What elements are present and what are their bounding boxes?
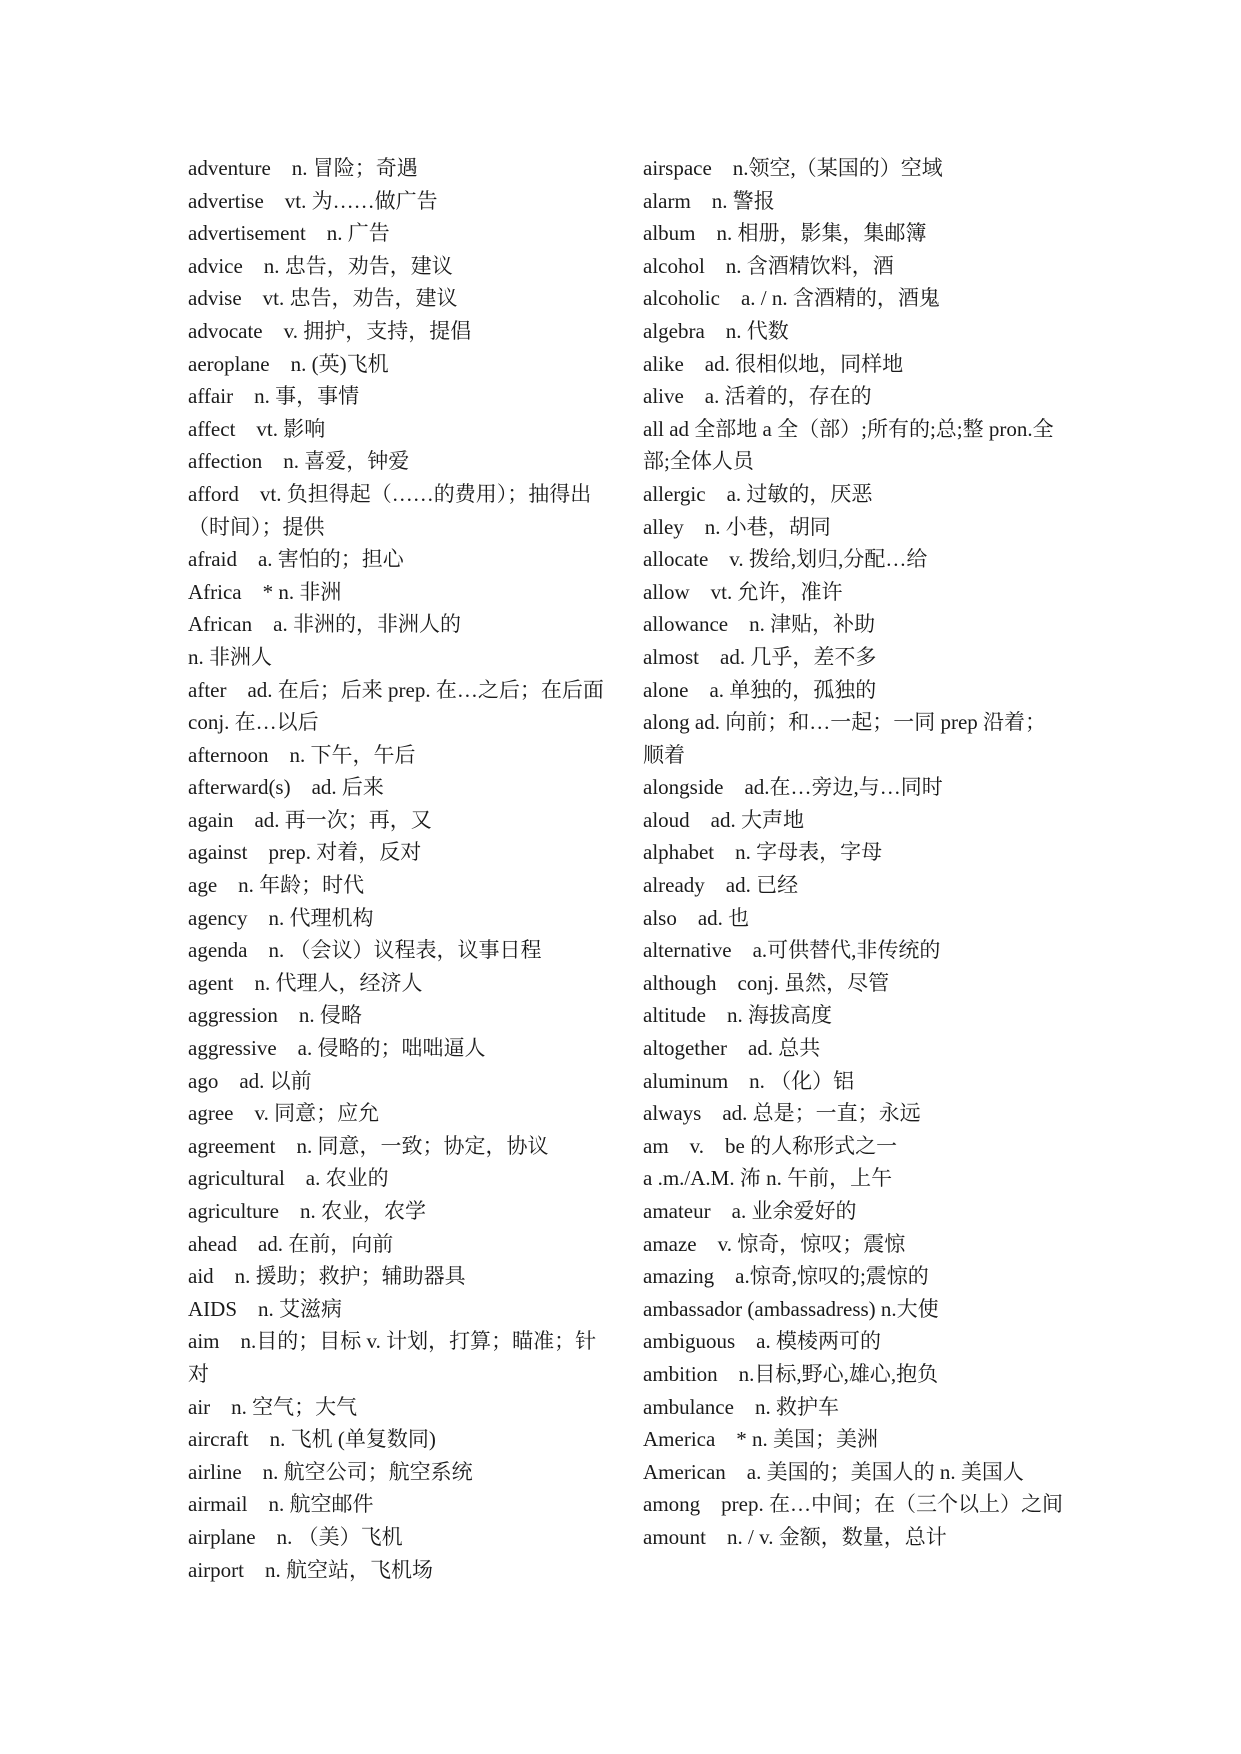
vocab-entry: advertisement n. 广告 xyxy=(188,221,390,246)
vocab-entry: amaze v. 惊奇，惊叹；震惊 xyxy=(643,1231,906,1256)
vocab-entry: agenda n. （会议）议程表，议事日程 xyxy=(188,938,542,963)
vocab-entry: aggression n. 侵略 xyxy=(188,1003,362,1028)
vocab-entry: ambition n.目标,野心,雄心,抱负 xyxy=(643,1361,939,1386)
vocab-entry: alongside ad.在…旁边,与…同时 xyxy=(643,775,943,800)
vocab-entry: algebra n. 代数 xyxy=(643,318,789,343)
vocab-entry: aim n.目的；目标 v. 计划，打算；瞄准；针对 xyxy=(188,1329,597,1386)
vocab-entry: afraid a. 害怕的；担心 xyxy=(188,547,404,572)
vocab-entry: again ad. 再一次；再，又 xyxy=(188,807,432,832)
vocab-entry: ago ad. 以前 xyxy=(188,1068,312,1093)
vocab-entry: agriculture n. 农业，农学 xyxy=(188,1199,426,1223)
vocab-entry: airplane n. （美）飞机 xyxy=(188,1524,403,1549)
vocab-entry: alternative a.可供替代,非传统的 xyxy=(643,938,941,963)
vocab-entry: also ad. 也 xyxy=(643,905,750,930)
vocab-entry: aluminum n. （化）铝 xyxy=(643,1068,855,1093)
vocab-entry: airline n. 航空公司；航空系统 xyxy=(188,1459,473,1484)
vocab-entry: alcohol n. 含酒精饮料，酒 xyxy=(643,253,894,278)
vocab-entry: alley n. 小巷，胡同 xyxy=(643,514,831,539)
vocab-entry: aggressive a. 侵略的；咄咄逼人 xyxy=(188,1036,486,1061)
vocab-entry: allowance n. 津贴，补助 xyxy=(643,612,876,637)
vocab-entry: airmail n. 航空邮件 xyxy=(188,1492,374,1517)
vocab-entry: advertise vt. 为……做广告 xyxy=(188,188,438,213)
vocab-entry: amazing a.惊奇,惊叹的;震惊的 xyxy=(643,1264,929,1289)
vocab-entry: airport n. 航空站，飞机场 xyxy=(188,1557,433,1582)
vocab-entry: aid n. 援助；救护；辅助器具 xyxy=(188,1264,466,1289)
vocab-entry: advocate v. 拥护，支持，提倡 xyxy=(188,318,472,343)
vocab-entry: although conj. 虽然，尽管 xyxy=(643,970,890,995)
vocab-entry: ambassador (ambassadress) n.大使 xyxy=(643,1296,939,1321)
vocab-entry: air n. 空气；大气 xyxy=(188,1394,358,1419)
vocab-entry: alphabet n. 字母表，字母 xyxy=(643,840,883,865)
vocab-entry: agricultural a. 农业的 xyxy=(188,1166,389,1191)
vocab-entry: airspace n.领空,（某国的）空域 xyxy=(643,156,943,180)
vocab-entry: age n. 年龄；时代 xyxy=(188,873,365,898)
vocab-entry: alive a. 活着的，存在的 xyxy=(643,384,872,409)
vocab-entry: already ad. 已经 xyxy=(643,873,799,898)
vocab-entry: amateur a. 业余爱好的 xyxy=(643,1199,857,1223)
vocab-entry: allergic a. 过敏的，厌恶 xyxy=(643,481,873,506)
vocab-entry: AIDS n. 艾滋病 xyxy=(188,1296,343,1321)
vocab-entry: almost ad. 几乎，差不多 xyxy=(643,644,877,669)
vocab-entry: aeroplane n. (英)飞机 xyxy=(188,351,389,376)
vocab-entry: alarm n. 警报 xyxy=(643,188,775,213)
vocab-entry: always ad. 总是；一直；永远 xyxy=(643,1101,921,1126)
vocab-entry: affect vt. 影响 xyxy=(188,416,326,441)
vocab-entry: aircraft n. 飞机 (单复数同) xyxy=(188,1427,436,1452)
vocab-entry: afford vt. 负担得起（……的费用）；抽得出（时间）；提供 xyxy=(188,481,592,539)
vocab-entry: altitude n. 海拔高度 xyxy=(643,1003,832,1028)
vocab-entry: alike ad. 很相似地，同样地 xyxy=(643,351,904,376)
vocab-entry: all ad 全部地 a 全（部）;所有的;总;整 pron.全部;全体人员 xyxy=(643,416,1054,474)
vocab-entry: altogether ad. 总共 xyxy=(643,1036,821,1061)
vocab-entry: along ad. 向前；和…一起；一同 prep 沿着；顺着 xyxy=(643,710,1047,767)
vocab-entry: American a. 美国的；美国人的 n. 美国人 xyxy=(643,1459,1024,1484)
vocab-entry: afternoon n. 下午，午后 xyxy=(188,742,416,767)
vocab-entry: n. 非洲人 xyxy=(188,644,272,669)
vocab-entry: alone a. 单独的，孤独的 xyxy=(643,677,877,702)
vocab-entry: agree v. 同意；应允 xyxy=(188,1101,380,1126)
vocab-entry: after ad. 在后；后来 prep. 在…之后；在后面 conj. 在…以后 xyxy=(188,677,604,735)
right-column xyxy=(643,152,1063,1554)
vocab-entry: alcoholic a. / n. 含酒精的，酒鬼 xyxy=(643,286,940,311)
vocab-entry: Africa * n. 非洲 xyxy=(188,579,342,604)
vocab-entry: adventure n. 冒险；奇遇 xyxy=(188,156,418,180)
left-column xyxy=(188,152,608,1586)
vocab-entry: advise vt. 忠告，劝告，建议 xyxy=(188,286,458,311)
vocab-entry: allow vt. 允许，准许 xyxy=(643,579,843,604)
vocab-entry: ahead ad. 在前，向前 xyxy=(188,1231,394,1256)
vocab-entry: am v. be 的人称形式之一 xyxy=(643,1133,898,1158)
vocab-entry: against prep. 对着，反对 xyxy=(188,840,422,865)
vocab-entry: agency n. 代理机构 xyxy=(188,905,374,930)
vocab-entry: ambiguous a. 模棱两可的 xyxy=(643,1329,881,1354)
vocab-entry: aloud ad. 大声地 xyxy=(643,807,804,832)
vocab-entry: a .m./A.M. 㳍 n. 午前，上午 xyxy=(643,1166,893,1191)
vocab-entry: African a. 非洲的，非洲人的 xyxy=(188,612,461,637)
vocab-entry: advice n. 忠告，劝告，建议 xyxy=(188,253,453,278)
vocab-entry: agent n. 代理人，经济人 xyxy=(188,970,423,995)
vocab-entry: among prep. 在…中间；在（三个以上）之间 xyxy=(643,1492,1063,1517)
vocab-entry: album n. 相册，影集，集邮簿 xyxy=(643,221,927,246)
vocab-entry: afterward(s) ad. 后来 xyxy=(188,775,384,800)
vocab-entry: allocate v. 拨给,划归,分配…给 xyxy=(643,547,928,572)
vocab-entry: affair n. 事，事情 xyxy=(188,384,360,409)
vocab-entry: amount n. / v. 金额，数量，总计 xyxy=(643,1524,947,1549)
vocab-entry: ambulance n. 救护车 xyxy=(643,1394,839,1419)
vocab-entry: America * n. 美国；美洲 xyxy=(643,1427,879,1452)
vocab-entry: agreement n. 同意，一致；协定，协议 xyxy=(188,1133,549,1158)
vocab-entry: affection n. 喜爱，钟爱 xyxy=(188,449,410,474)
